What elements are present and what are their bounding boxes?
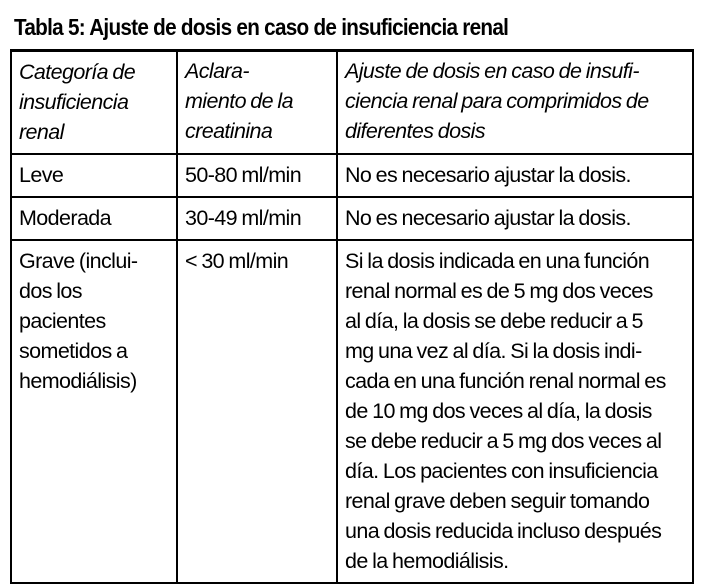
row-category: Leve [11, 154, 177, 197]
row-category: Moderada [11, 197, 177, 240]
row-adjustment: No es necesario ajustar la dosis. [337, 154, 693, 197]
row-category: Grave (inclui- dos los pacientes sometidos a hemodiálisis) [11, 240, 177, 583]
table-row [11, 154, 693, 197]
row-adjustment: Si la dosis indicada en una función renal normal es de 5 mg dos veces al día, la dosis se debe reducir a 5 mg una vez al día. Si la dosis indi- cada en una función renal normal es de 10 mg dos veces al día, la dosis se debe reducir a 5 mg dos veces al día. Los pacientes con insuficiencia renal grave deben seguir tomando una dosis reducida incluso después de la hemodiálisis. [337, 240, 693, 583]
renal-dose-table [10, 51, 694, 584]
table-row [11, 197, 693, 240]
table-row [11, 240, 693, 583]
row-adjustment: No es necesario ajustar la dosis. [337, 197, 693, 240]
table-header-row [11, 51, 693, 154]
header-adjustment: Ajuste de dosis en caso de insufi- ciencia renal para comprimidos de diferentes dosis [337, 51, 693, 154]
header-clearance: Aclara- miento de la creatinina [177, 51, 337, 154]
row-clearance: 30-49 ml/min [177, 197, 337, 240]
row-clearance: 50-80 ml/min [177, 154, 337, 197]
row-clearance: < 30 ml/min [177, 240, 337, 583]
header-category: Categoría de insuficiencia renal [11, 51, 177, 154]
table-title: Tabla 5: Ajuste de dosis en caso de insuficiencia renal [14, 14, 509, 40]
